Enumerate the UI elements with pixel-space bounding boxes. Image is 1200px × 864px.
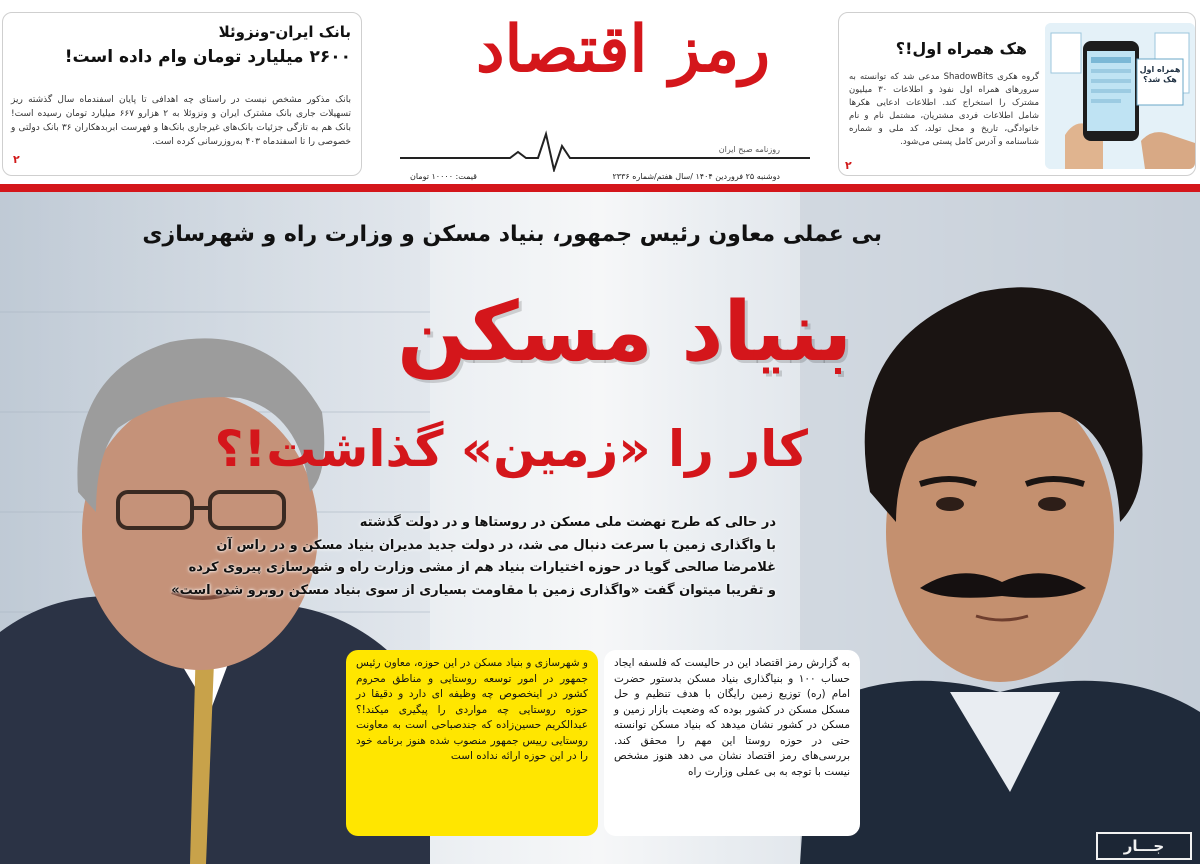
teaser-right-page-ref: ۲: [845, 159, 852, 172]
teaser-hamrah-aval-hack[interactable]: [838, 12, 1196, 176]
teaser-left-title-line2: ۲۶۰۰ میلیارد تومان وام داده است!: [64, 47, 351, 67]
article-column-yellow[interactable]: و شهرسازی و بنیاد مسکن در این حوزه، معاون رئیس جمهور در امور توسعه روستایی و مناطق محروم کشور در اینخصوص چه وظیفه ای دارد و دقیقا در حوزه روستایی چه مواردی را پیگیری میکند!؟ عبدالکریم حسین‌زاده که جندصباحی است به معاونت روستایی رییس جمهور منصوب شده هنوز برنامه خود را در این حوزه ارائه نداده است: [346, 650, 598, 836]
hero-section: [0, 192, 1200, 864]
headline-sub: کار را «زمین» گذاشت!؟: [214, 420, 808, 478]
dek: [171, 512, 776, 602]
watermark-logo: جـــار: [1096, 832, 1192, 860]
teaser-left-body: بانک مذکور مشخص نیست در راستای چه اهدافی تا پایان اسفندماه سال گذشته ریز تسهیلات جاری بانک مشترک ایران و ونزوئلا به ۲ هزارو ۶۶۷ میلیارد تومان رسیده است! بانک هم به تازگی جزئیات بانک‌های غیرجاری بانک‌ها و فهرست ابربدهکاران ۳۶ بانک دولتی و خصوصی را تا اسفندماه ۴۰۳ به‌روزرسانی کرده است.: [11, 95, 351, 147]
dek-line: در حالی که طرح نهضت ملی مسکن در روستاها و در دولت گذشته: [359, 515, 776, 530]
price: قیمت: ۱۰۰۰۰ تومان: [410, 172, 477, 181]
teaser-right-title: هک همراه اول!؟: [895, 39, 1027, 58]
dek-line: و تقریبا میتوان گفت «واگذاری زمین با مقاومت بسیاری از سوی بنیاد مسکن روبرو شده است»: [171, 582, 776, 598]
dek-line: با واگذاری زمین با سرعت دنبال می شد، در دولت جدید مدیران بنیاد مسکن و در راس آن: [216, 537, 776, 553]
teaser-left-title-line1: بانک ایران-ونزوئلا: [218, 23, 351, 41]
kicker: بی عملی معاون رئیس جمهور، بنیاد مسکن و وزارت راه و شهرسازی: [142, 222, 882, 247]
phone-illustration: [1045, 23, 1195, 169]
masthead: [400, 10, 810, 184]
dateline: دوشنبه ۲۵ فروردین ۱۴۰۴ /سال هفتم/شماره ۲۳۳۶: [612, 172, 780, 181]
logo: رمز اقتصاد: [476, 12, 770, 87]
portrait-right-man: [800, 192, 1200, 864]
phone-hand-icon: [1045, 23, 1195, 169]
headline-main: بنیاد مسکن: [397, 285, 852, 380]
header-band: [0, 0, 1200, 184]
tagline: روزنامه صبح ایران: [718, 145, 780, 154]
teaser-right-body: گروه هکری ShadowBits مدعی شد که توانسته به سرورهای همراه اول نفوذ و اطلاعات ۳۰ میلیون مشترک را استخراج کند. اطلاعات ادعایی هکرها شامل اطلاعات فردی مشتریان، مشتمل نام و نام خانوادگی، تاریخ و محل تولد، کد ملی و شماره شناسنامه و آدرس کامل پستی می‌شود.: [849, 72, 1039, 147]
phone-badge-text: همراه اول هک شد؟: [1139, 65, 1181, 84]
dek-line: غلامرضا صالحی گویا در حوزه اختیارات بنیاد هم از مشی وزارت راه و شهرسازی پیروی کرده: [188, 560, 776, 575]
article-column-white[interactable]: به گزارش رمز اقتصاد این در حالیست که فلسفه ایجاد حساب ۱۰۰ و بنیاگذاری بنیاد مسکن بدستور حضرت امام (ره) توزیع زمین رایگان با هدف تنظیم و حل مسکل مسکن در کشور بوده که وضعیت بازار زمین و مسکن در کشور نشان میدهد که بنیاد مسکن توانسته حتی در حوزه روستا این مهم را محقق کند. بررسی‌های رمز اقتصاد نشان می دهد هنوز مشخص نیست با توجه به بی عملی وزارت راه: [604, 650, 860, 836]
teaser-bank-iran-venezuela[interactable]: [2, 12, 362, 176]
header-divider-rule: [0, 184, 1200, 192]
teaser-left-page-ref: ۲: [13, 153, 20, 166]
